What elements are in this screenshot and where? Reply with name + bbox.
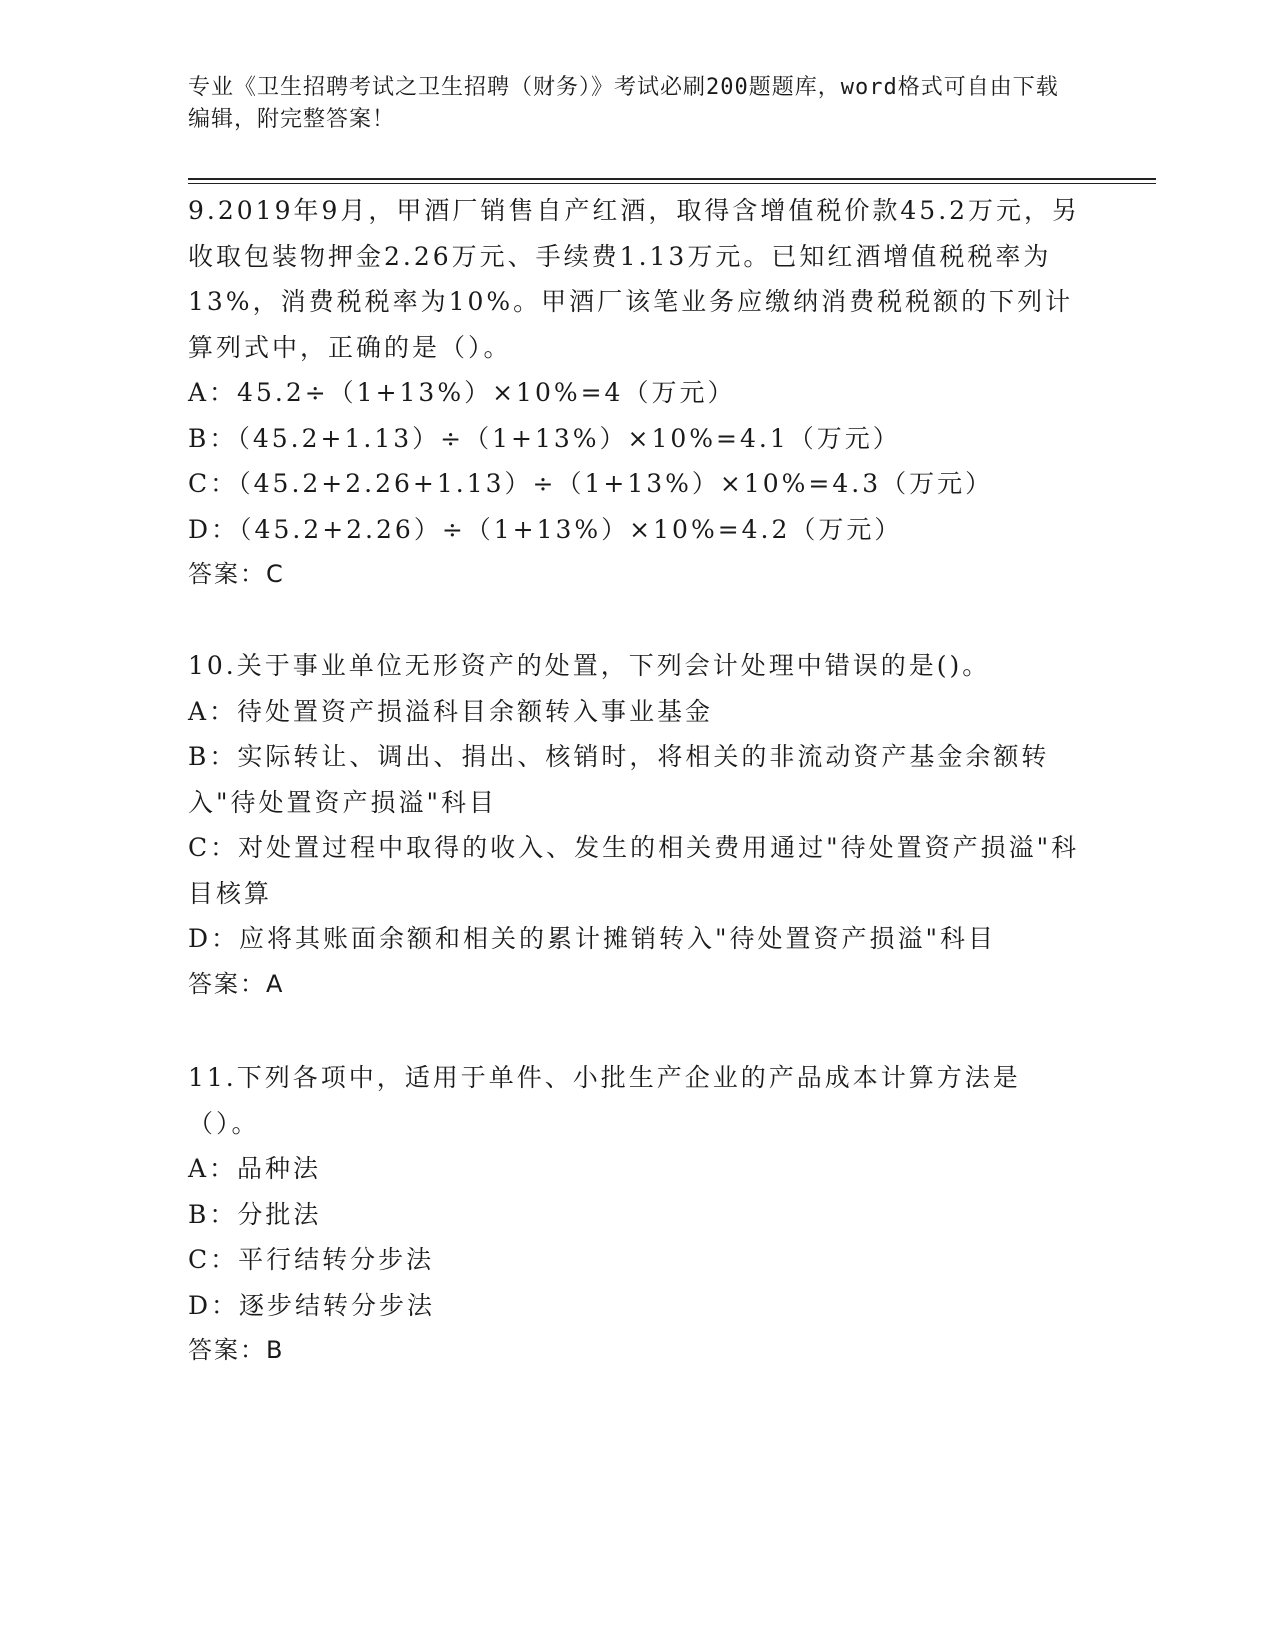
answer-line: 答案：C <box>188 560 285 588</box>
option-d: D：（45.2+2.26）÷（1+13%）×10%=4.2（万元） <box>188 514 903 544</box>
option-b: B：实际转让、调出、捐出、核销时，将相关的非流动资产基金余额转入"待处置资产损溢"科目 <box>188 742 1050 817</box>
option-c: C：对处置过程中取得的收入、发生的相关费用通过"待处置资产损溢"科目核算 <box>188 833 1080 908</box>
answer-line: 答案：A <box>188 969 285 998</box>
option-a: A：45.2÷（1+13%）×10%=4（万元） <box>188 378 736 407</box>
option-c: C：平行结转分步法 <box>188 1245 435 1274</box>
question-stem: 9.2019年9月，甲酒厂销售自产红酒，取得含增值税价款45.2万元，另收取包装物押金2.26万元、手续费1.13万元。已知红酒增值税税率为13%，消费税税率为10%。甲酒厂该笔业务应缴纳消费税税额的下列计算列式中，正确的是（）。 <box>188 196 1081 362</box>
answer-line: 答案：B <box>188 1336 285 1364</box>
header-divider-thick <box>188 178 1156 180</box>
question-stem: 10.关于事业单位无形资产的处置，下列会计处理中错误的是()。 <box>188 651 991 680</box>
header-divider-thin <box>188 183 1156 184</box>
option-b: B：（45.2+1.13）÷（1+13%）×10%=4.1（万元） <box>188 423 901 453</box>
question-block <box>188 643 1088 1007</box>
question-block <box>188 188 1088 598</box>
option-c: C：（45.2+2.26+1.13）÷（1+13%）×10%=4.3（万元） <box>188 469 994 498</box>
question-stem: 11.下列各项中，适用于单件、小批生产企业的产品成本计算方法是（）。 <box>188 1063 1021 1138</box>
option-d: D：应将其账面余额和相关的累计摊销转入"待处置资产损溢"科目 <box>188 924 997 953</box>
option-a: A：品种法 <box>188 1154 322 1183</box>
question-block <box>188 1055 1088 1374</box>
option-a: A：待处置资产损溢科目余额转入事业基金 <box>188 696 714 726</box>
option-b: B：分批法 <box>188 1199 322 1229</box>
document-header: 专业《卫生招聘考试之卫生招聘（财务）》考试必刷200题题库，word格式可自由下载编辑，附完整答案！ <box>188 75 1059 132</box>
option-d: D：逐步结转分步法 <box>188 1290 436 1320</box>
